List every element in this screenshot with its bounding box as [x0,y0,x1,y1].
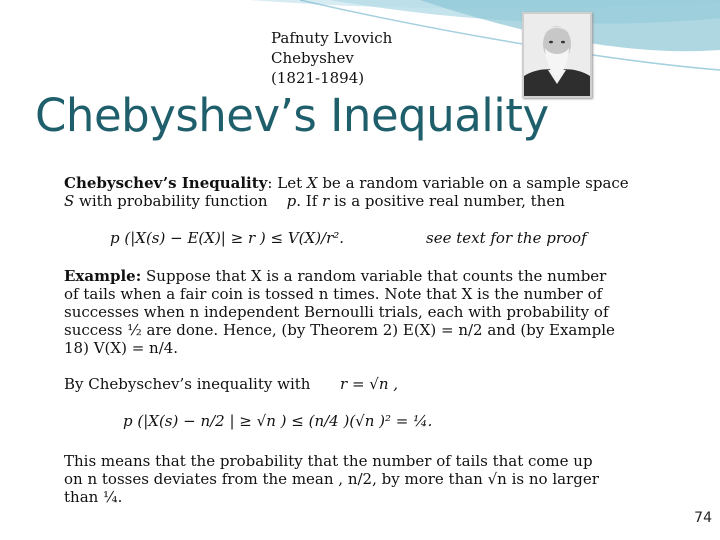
r-substitution: r = √n , [340,375,399,393]
example-line-5: 18) V(X) = n/4. [64,339,179,357]
definition-text: . If [296,192,323,210]
definition-term: Chebyschev’s Inequality [64,174,268,192]
variable-r: r [322,192,330,210]
definition-text: be a random variable on a sample space [317,174,629,192]
definition-text: is a positive real number, then [329,192,565,210]
caption-line-surname: Chebyshev [271,49,354,67]
result-formula: p (|X(s) − n/2 | ≥ √n ) ≤ (n/4 )(√n )² = ¼. [123,412,433,430]
caption-line-name: Pafnuty Lvovich [271,29,393,47]
definition-text: : Let [267,174,307,192]
example-line-1 [64,267,606,285]
example-line-4: success ½ are done. Hence, (by Theorem 2) E(X) = n/2 and (by Example [64,321,615,339]
caption-line-years: (1821-1894) [271,69,365,87]
portrait-image [524,14,590,96]
example-label: Example: [64,267,142,285]
example-text: Suppose that X is a random variable that counts the number [141,267,607,285]
slide-title: Chebyshev’s Inequality [35,89,549,142]
with-line-text: By Chebyschev’s inequality with [64,375,311,393]
definition-line-1 [64,174,629,192]
variable-x: X [306,174,318,192]
variable-s: S [64,192,75,210]
variable-p: p [286,192,297,210]
chebyshev-portrait [522,12,592,98]
conclusion-line-3: than ¼. [64,488,123,506]
example-line-3: successes when n independent Bernoulli trials, each with probability of [64,303,609,321]
chebyshev-inequality-formula: p (|X(s) − E(X)| ≥ r ) ≤ V(X)/r². [110,229,345,247]
example-line-2: of tails when a fair coin is tossed n times. Note that X is the number of [64,285,603,303]
proof-note: see text for the proof [426,229,587,247]
conclusion-line-2: on n tosses deviates from the mean , n/2, by more than √n is no larger [64,470,599,488]
definition-line-2 [64,192,565,210]
page-number: 74 [694,510,712,526]
conclusion-line-1: This means that the probability that the number of tails that come up [64,452,593,470]
portrait-caption [271,28,392,88]
definition-text: with probability function [74,192,268,210]
